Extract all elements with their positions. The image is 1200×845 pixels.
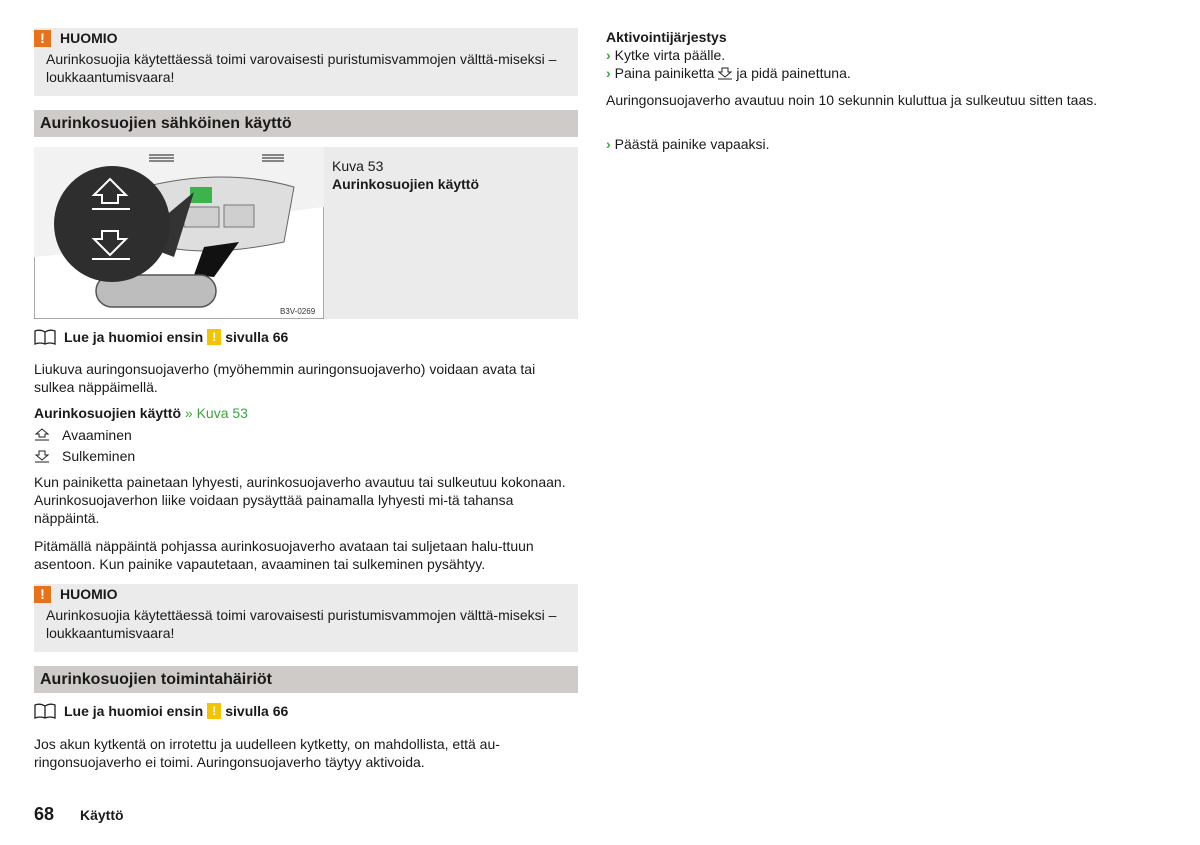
result-paragraph: Auringonsuojaverho avautuu noin 10 sekunnin kuluttua ja sulkeutuu sitten taas.	[606, 92, 1098, 108]
step-text: Päästä painike vapaaksi.	[614, 136, 770, 152]
book-icon	[34, 703, 56, 719]
warning-ref-icon: !	[207, 703, 221, 719]
warning-icon: !	[34, 586, 51, 603]
open-icon	[34, 428, 50, 442]
close-icon	[717, 66, 733, 80]
close-button-legend	[34, 447, 135, 465]
close-icon	[34, 449, 50, 463]
read-first-prefix: Lue ja huomioi ensin	[64, 703, 204, 719]
step-switch-on	[606, 46, 725, 64]
hold-paragraph: Pitämällä näppäintä pohjassa aurinkosuojaverho avataan tai suljetaan halu-ttuun asentoon. Kun painike vapautetaan, avaaminen tai sulkeminen pysähtyy.	[34, 538, 534, 572]
step-arrow-icon: ›	[606, 65, 611, 81]
open-button-legend	[34, 426, 132, 444]
warning-title: HUOMIO	[60, 586, 118, 602]
step-arrow-icon: ›	[606, 47, 611, 63]
warning-icon: !	[34, 30, 51, 47]
step-text-a: Paina painiketta	[614, 65, 715, 81]
open-label: Avaaminen	[62, 427, 132, 443]
step-arrow-icon: ›	[606, 136, 611, 152]
figure-caption-title: Aurinkosuojien käyttö	[332, 176, 480, 192]
sunblind-switch-illustration	[34, 147, 324, 319]
read-first-note	[34, 328, 288, 346]
footer-section: Käyttö	[80, 807, 124, 823]
step-press-button	[606, 64, 851, 82]
figure-panel	[34, 147, 578, 319]
short-press-paragraph: Kun painiketta painetaan lyhyesti, aurinkosuojaverho avautuu tai sulkeutuu kokonaan. Aurinkosuojaverhon liike voidaan pysäyttää painamalla lyhyesti mi-tä tahansa näppäintä.	[34, 474, 566, 526]
read-first-note	[34, 702, 288, 720]
section-heading-malfunctions: Aurinkosuojien toimintahäiriöt	[34, 666, 578, 693]
figure-caption-number: Kuva 53	[332, 158, 384, 174]
warning-box-top	[34, 28, 578, 96]
activation-heading: Aktivointijärjestys	[606, 29, 727, 45]
warning-ref-icon: !	[207, 329, 221, 345]
step-release-button	[606, 135, 770, 153]
figure-link[interactable]: » Kuva 53	[184, 405, 248, 421]
warning-text: Aurinkosuojia käytettäessä toimi varovaisesti puristumisvammojen välttä-miseksi – loukkaantumisvaara!	[46, 607, 557, 641]
book-icon	[34, 329, 56, 345]
usage-heading-text: Aurinkosuojien käyttö	[34, 405, 182, 421]
page-ref-link[interactable]: sivulla 66	[225, 329, 289, 345]
intro-paragraph: Liukuva auringonsuojaverho (myöhemmin auringonsuojaverho) voidaan avata tai sulkea näppäimellä.	[34, 361, 536, 395]
page-number: 68	[34, 804, 55, 824]
step-text-b: ja pidä painettuna.	[736, 65, 851, 81]
warning-header	[34, 584, 118, 604]
page-ref-link[interactable]: sivulla 66	[225, 703, 289, 719]
highlighted-button	[190, 187, 212, 203]
close-label: Sulkeminen	[62, 448, 136, 464]
warning-title: HUOMIO	[60, 30, 118, 46]
figure-code: B3V-0269	[280, 307, 316, 316]
warning-box-bottom	[34, 584, 578, 652]
usage-heading	[34, 404, 248, 422]
warning-header	[34, 28, 118, 48]
battery-paragraph: Jos akun kytkentä on irrotettu ja uudelleen kytketty, on mahdollista, että au-ringonsuojaverho ei toimi. Auringonsuojaverho täytyy aktivoida.	[34, 736, 500, 770]
read-first-prefix: Lue ja huomioi ensin	[64, 329, 204, 345]
section-heading-electric-operation: Aurinkosuojien sähköinen käyttö	[34, 110, 578, 137]
warning-text: Aurinkosuojia käytettäessä toimi varovaisesti puristumisvammojen välttä-miseksi – loukkaantumisvaara!	[46, 51, 557, 85]
step-text: Kytke virta päälle.	[614, 47, 726, 63]
